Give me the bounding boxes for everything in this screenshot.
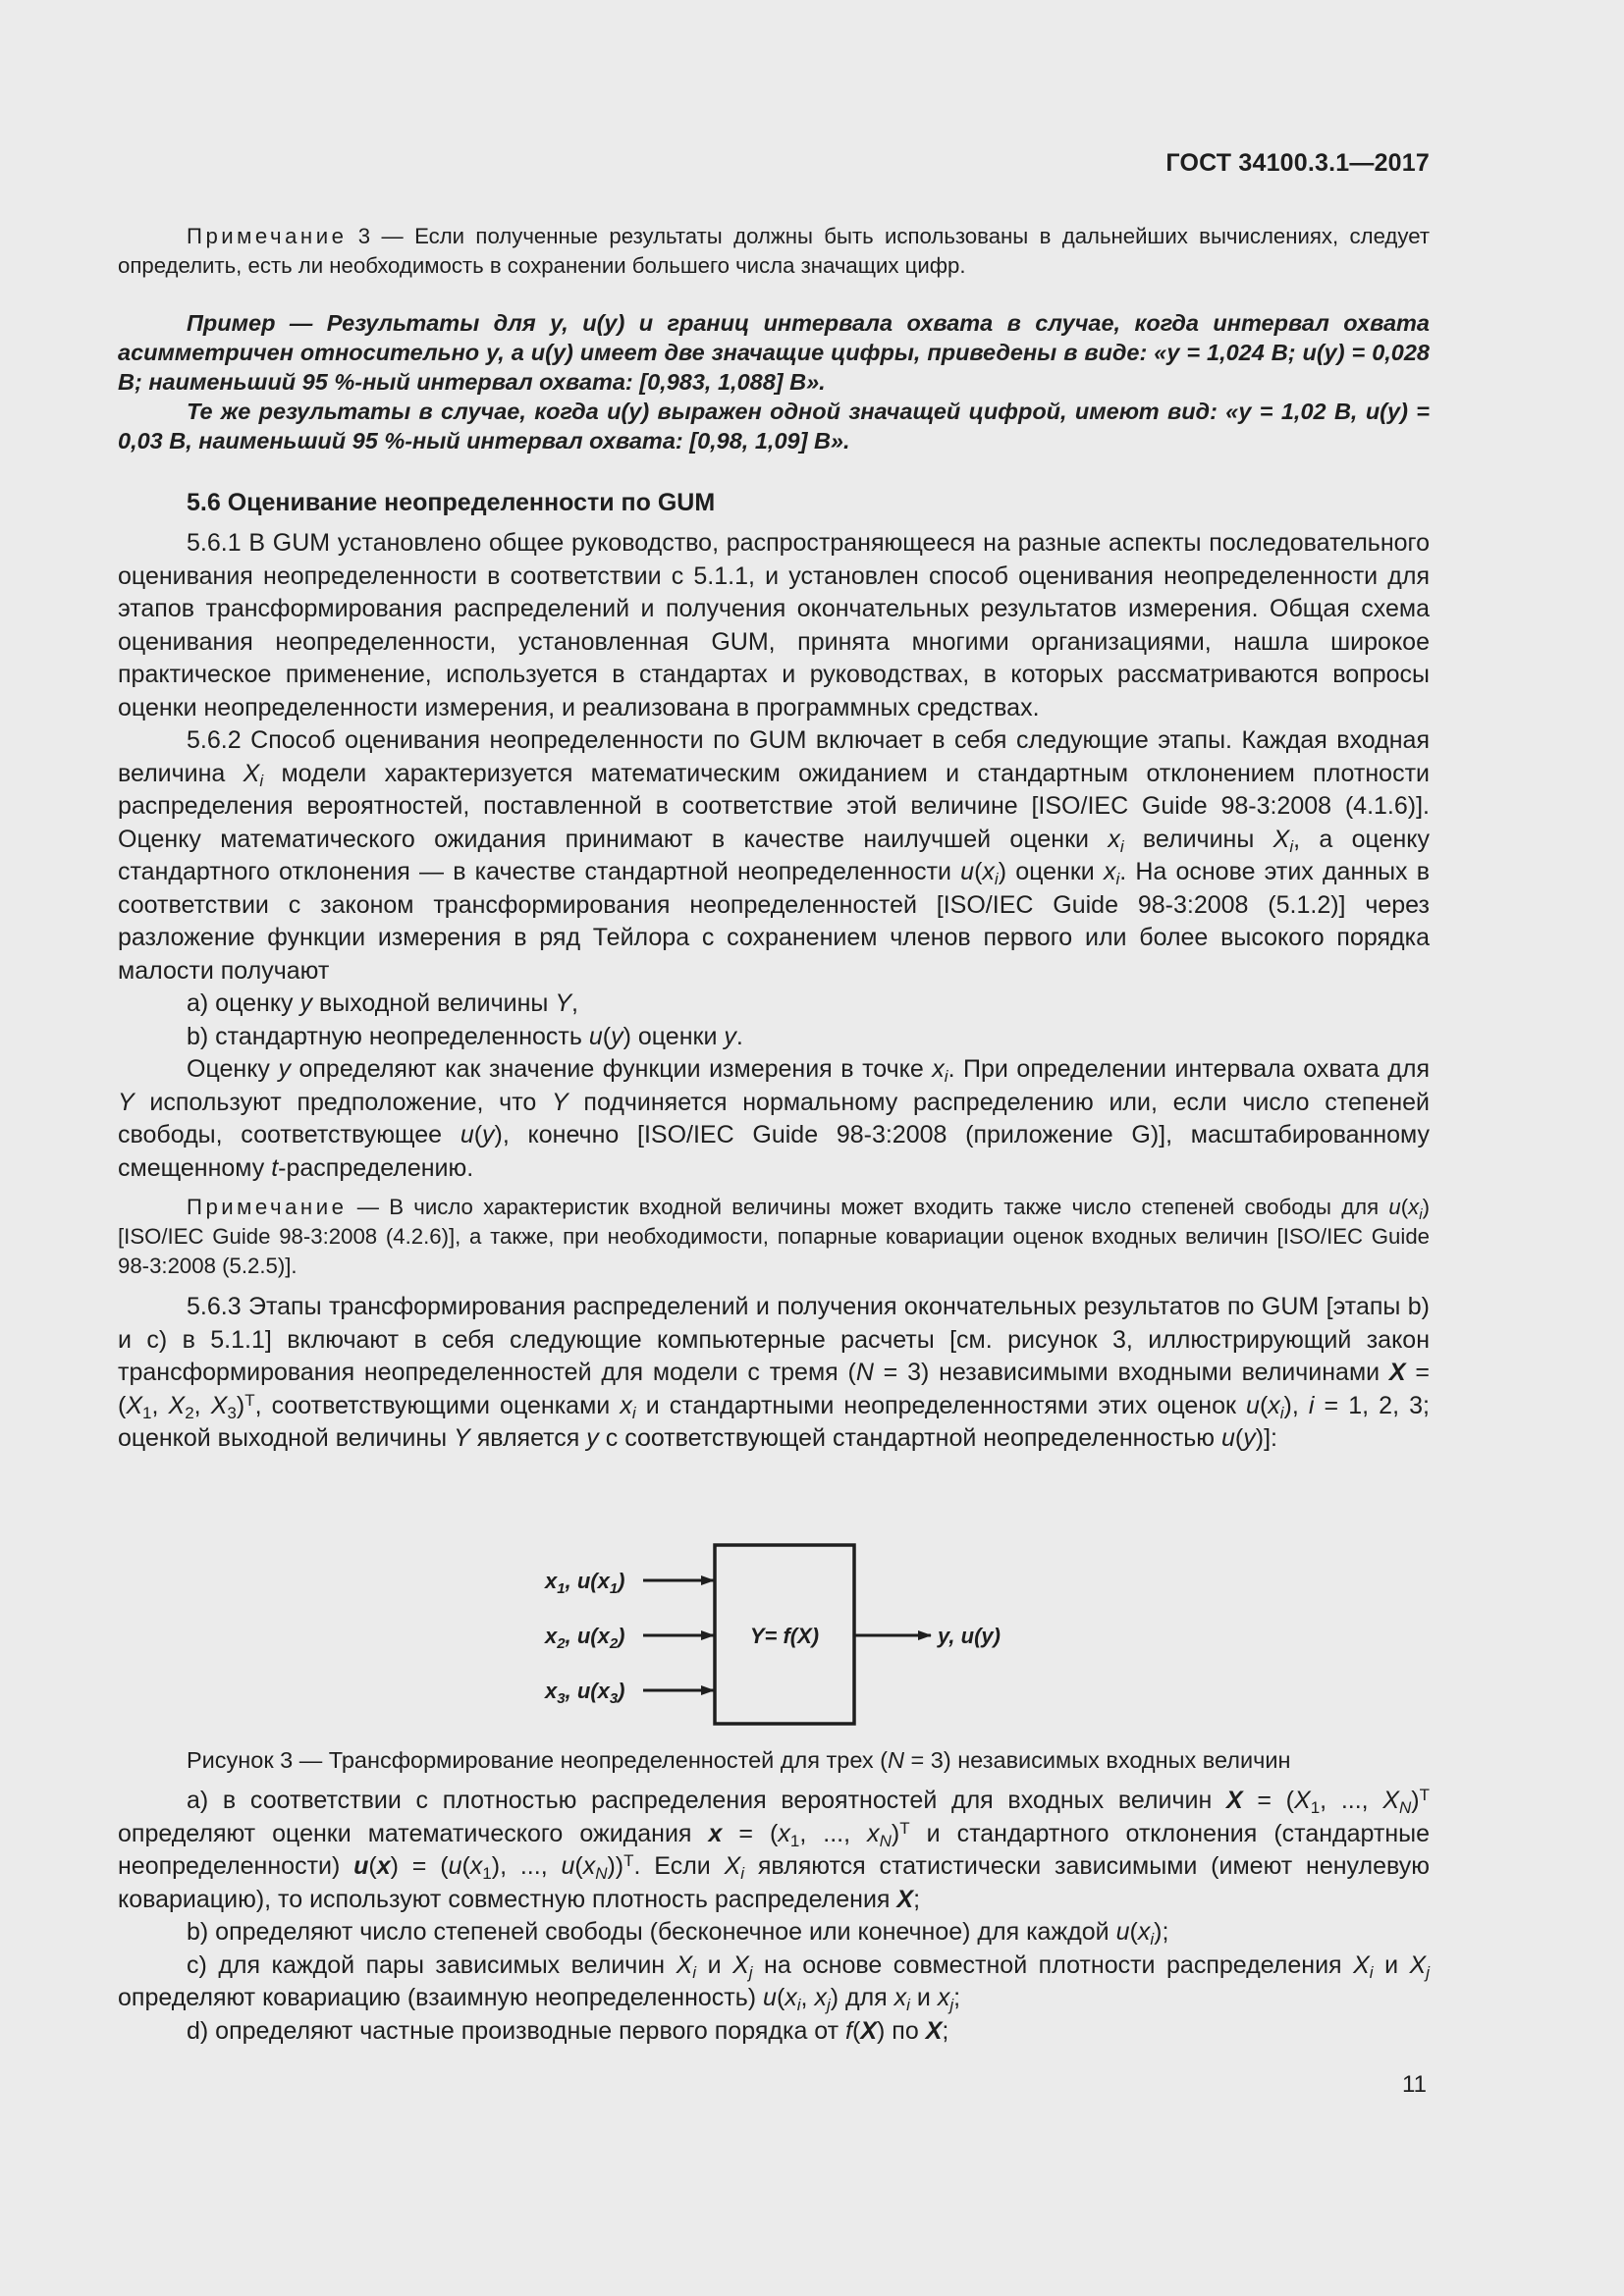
input-label-1: $x_1$, $u(x_1)$ xyxy=(545,1569,625,1597)
note: Примечание — В число характеристик входной величины может входить также число степеней свободы для $u(x_i)$ [ISO/IEC Guide 98-3:2008 (4.2.6)], а также, при необходимости, попарные ковариации оценок входных величин [ISO/IEC Guide 98-3:2008 (5.2.5)]. xyxy=(118,1195,1430,1278)
input-label-3: $x_3$, $u(x_3)$ xyxy=(545,1679,625,1707)
list-item-b: b) стандартную неопределенность u(y) оценки y. xyxy=(187,1022,743,1050)
figure-3-caption: Рисунок 3 — Трансформирование неопределенностей для трех (N = 3) независимых входных величин xyxy=(187,1747,1291,1773)
input-label-2: $x_2$, $u(x_2)$ xyxy=(545,1624,625,1652)
output-label: y, u(y) xyxy=(938,1624,1001,1648)
note-3 xyxy=(118,222,1430,281)
paragraph-5-6-2: 5.6.2 Способ оценивания неопределенности по GUM включает в себя следующие этапы. Каждая входная величина $X_i$ модели характеризуется математическим ожиданием и стандартным отклонением плотности распределения вероятностей, поставленной в соответствие этой величине [ISO/IEC Guide 98-3:2008 (4.1.6)]. Оценку математического ожидания принимают в качестве наилучшей оценки $x_i$ величины $X_i$, а оценку стандартного отклонения — в качестве стандартной неопределенности $u(x_i)$ оценки $x_i$. На основе этих данных в соответствии с законом трансформирования неопределенностей [ISO/IEC Guide 98-3:2008 (5.1.2)] через разложение функции измерения в ряд Тейлора с сохранением членов первого или более высокого порядка малости получают xyxy=(118,726,1431,985)
paragraph-5-6-3: 5.6.3 Этапы трансформирования распределений и получения окончательных результатов по GUM [этапы b) и c) в 5.1.1] включают в себя следующие компьютерные расчеты [см. рисунок 3, иллюстрирующий закон трансформирования неопределенностей для модели с тремя (N = 3) независимыми входными величинами $X = (X_1$, $X_2$, $X_3)^T$, соответствующими оценками $x_i$ и стандартными неопределенностями этих оценок $u(x_i)$, i = 1, 2, 3; оценкой выходной величины Y является y с соответствующей стандартной неопределенностью u(y)]: xyxy=(118,1293,1430,1452)
step-c: c) для каждой пары зависимых величин $X_i$ и $X_j$ на основе совместной плотности распределения $X_i$ и $X_j$ определяют ковариацию (взаимную неопределенность) $u(x_i$, $x_j$) для $x_i$ и $x_j$; xyxy=(118,1950,1431,2015)
figure-3-diagram xyxy=(530,1541,1041,1737)
example-line-1: Пример — Результаты для y, u(y) и границ интервала охвата в случае, когда интервал охвата асимметричен относительно y, а u(y) имеет две значащие цифры, приведены в виде: «y = 1,024 В; u(y) = 0,028 В; наименьший 95 %-ный интервал охвата: [0,983, 1,088] В». xyxy=(118,310,1430,395)
note-label: Примечание xyxy=(187,224,348,248)
steps-block xyxy=(118,1785,1430,2048)
section-heading: 5.6 Оценивание неопределенности по GUM xyxy=(187,489,716,516)
step-a: a) в соответствии с плотностью распределения вероятностей для входных величин $X = (X_1$, ..., $X_N)^T$ определяют оценки математического ожидания $x = (x_1$, ..., $x_N)^T$ и стандартного отклонения (стандартные неопределенности) $u(x) = (u(x_1)$, ..., $u(x_N))^T$. Если $X_i$ являются статистически зависимыми (имеют ненулевую ковариацию), то используют совместную плотность распределения X; xyxy=(118,1786,1431,1913)
example-line-2: Те же результаты в случае, когда u(y) выражен одной значащей цифрой, имеют вид: «y = 1,02 В, u(y) = 0,03 В, наименьший 95 %-ный интервал охвата: [0,98, 1,09] В». xyxy=(118,399,1430,454)
list-item-a: a) оценку y выходной величины Y, xyxy=(187,989,578,1017)
step-d: d) определяют частные производные первого порядка от f(X) по X; xyxy=(187,2016,949,2045)
function-label: Y= f(X) xyxy=(749,1624,820,1648)
note-text: 3 — Если полученные результаты должны быть использованы в дальнейших вычислениях, следует определить, есть ли необходимость в сохранении большего числа значащих цифр. xyxy=(118,224,1430,278)
document-header: ГОСТ 34100.3.1—2017 xyxy=(1165,149,1430,177)
paragraph-estimate: Оценку y определяют как значение функции измерения в точке $x_i$. При определении интервала охвата для Y используют предположение, что Y подчиняется нормальному распределению или, если число степеней свободы, соответствующее u(y), конечно [ISO/IEC Guide 98-3:2008 (приложение G)], масштабированному смещенному t-распределению. xyxy=(118,1055,1431,1182)
paragraph-5-6-1: 5.6.1 В GUM установлено общее руководство, распространяющееся на разные аспекты последовательного оценивания неопределенности в соответствии с 5.1.1, и установлен способ оценивания неопределенности для этапов трансформирования распределений и получения окончательных результатов измерения. Общая схема оценивания неопределенности, установленная GUM, принята многими организациями, нашла широкое практическое применение, используется в стандартах и руководствах, в которых рассматриваются вопросы оценки неопределенности измерения, и реализована в программных средствах. xyxy=(118,529,1430,721)
step-b: b) определяют число степеней свободы (бесконечное или конечное) для каждой $u(x_i)$; xyxy=(187,1918,1169,1949)
note-label: Примечание xyxy=(187,1195,348,1219)
page-number: 11 xyxy=(1402,2071,1427,2098)
page-content xyxy=(118,222,1430,1456)
